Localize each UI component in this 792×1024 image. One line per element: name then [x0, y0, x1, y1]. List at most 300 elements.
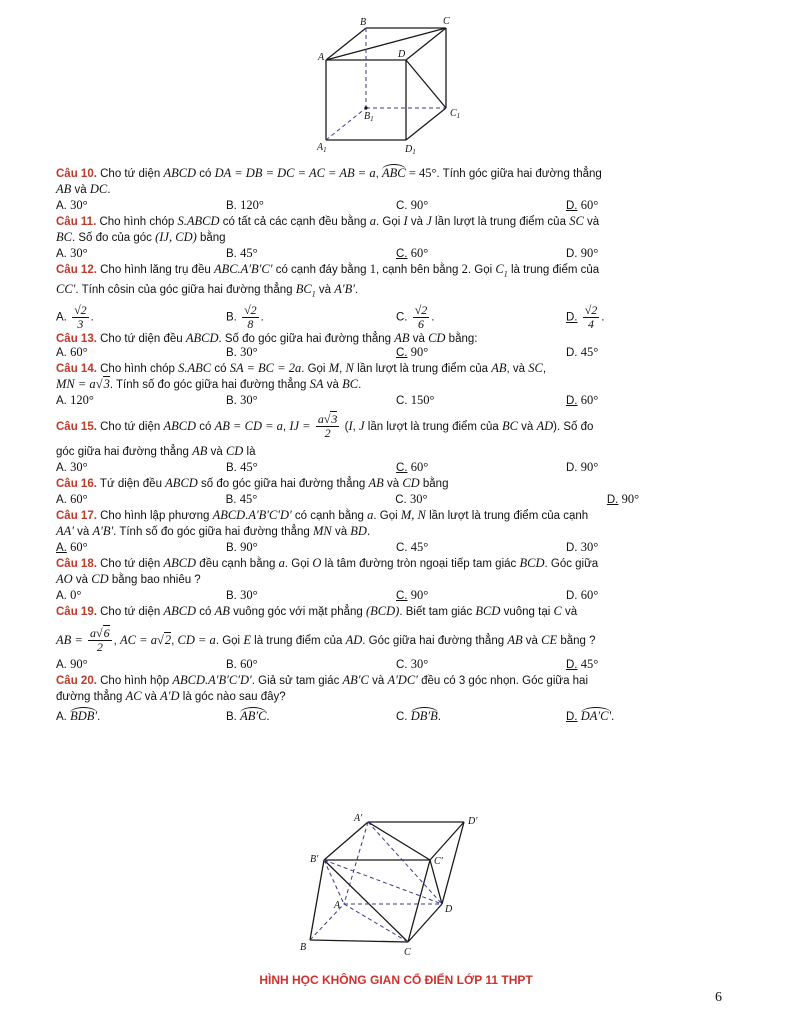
q10-abcd: ABCD [163, 166, 197, 180]
option-letter: A. [56, 311, 67, 324]
q15-ad: AD [536, 419, 554, 433]
option-letter: D. [566, 542, 578, 554]
fraction: $\frac{√2}{8}$ [244, 303, 257, 331]
option-letter: A. [56, 494, 67, 506]
q11-text: . Số đo của góc [71, 232, 152, 244]
q15-text: ( [344, 421, 349, 433]
question-13-number: Câu 13. [56, 333, 97, 345]
q12-base-edge: 1 [369, 262, 376, 276]
question-19 [56, 604, 736, 673]
q11-i: I [403, 214, 408, 228]
option-value: 30° [240, 393, 258, 407]
q13-option-d[interactable] [566, 345, 736, 361]
option-letter: A. [56, 659, 67, 671]
q11-sc: SC [569, 214, 584, 228]
q11-and: và [586, 216, 600, 228]
q15-fraction: $\frac{a√3}{2}$ [317, 412, 338, 441]
q14-sa: SA [309, 377, 324, 391]
option-value: 90° [410, 588, 429, 602]
q12-text: Cho hình lăng trụ đều [100, 264, 211, 276]
q16-cd: CD [402, 476, 420, 490]
label-c: C [443, 16, 450, 27]
question-15-number: Câu 15. [56, 421, 97, 433]
q11-option-a[interactable] [56, 246, 226, 262]
q16-option-c[interactable] [395, 492, 565, 508]
q15-text: là [246, 446, 256, 458]
q19-option-d[interactable] [566, 657, 736, 673]
q19-and: và [525, 635, 538, 647]
q19-ab-eq: AB = [56, 633, 83, 647]
q15-text: có [199, 421, 212, 433]
figure-cube [306, 12, 476, 158]
option-value: 60° [70, 492, 88, 506]
option-value: 30° [70, 198, 88, 212]
q11-option-b[interactable] [226, 246, 396, 262]
option-value: 45° [239, 492, 258, 506]
label-c1: $C_1$ [450, 108, 461, 120]
label-b: B [360, 17, 367, 28]
q14-comma: , [339, 363, 343, 375]
q17-mn: M, N [400, 508, 426, 522]
q11-text: có tất cả các cạnh đều bằng [222, 216, 367, 228]
q10-and: và [74, 184, 87, 196]
q14-text: , và [506, 363, 526, 375]
q20-triangle-2: A′DC′ [387, 673, 418, 687]
q15-text: ). Số đo [553, 421, 594, 433]
q17-mn-line: MN [312, 524, 332, 538]
q11-option-c[interactable] [396, 246, 566, 262]
q18-option-c[interactable] [396, 588, 566, 604]
q13-ab: AB [394, 331, 410, 345]
option-letter: A. [56, 248, 67, 260]
q20-and: và [144, 691, 157, 703]
option-value: 45° [240, 246, 258, 260]
question-20-number: Câu 20. [56, 675, 97, 687]
question-14-number: Câu 14. [56, 363, 97, 375]
q15-option-a[interactable] [56, 460, 226, 476]
q12-text: có cạnh đáy bằng [275, 264, 367, 276]
q10-dc: DC [89, 182, 108, 196]
q19-ad: AD [345, 633, 363, 647]
q14-text: Cho hình chóp [100, 363, 175, 375]
q13-option-b[interactable] [226, 345, 396, 361]
figure-parallelepiped [296, 812, 476, 960]
option-value: 120° [70, 393, 94, 407]
option-letter: B. [226, 659, 237, 671]
question-16-number: Câu 16. [56, 478, 97, 490]
parallelepiped-diagram [296, 812, 476, 960]
q10-option-b[interactable] [226, 198, 396, 214]
q11-bc: BC [56, 230, 72, 244]
option-value: BDB′ [70, 709, 98, 723]
q13-text: Cho tứ diện đều [100, 333, 183, 345]
question-13 [56, 331, 736, 361]
q15-and: và [521, 421, 534, 433]
label-b1: $B_1$ [364, 111, 374, 123]
q12-c1: $C_1$ [495, 262, 508, 279]
q15-option-b[interactable] [226, 460, 396, 476]
option-value: 60° [70, 540, 88, 554]
option-letter: D. [566, 200, 578, 212]
q11-a: a [369, 214, 377, 228]
option-value: 60° [410, 460, 429, 474]
q18-option-b[interactable] [226, 588, 396, 604]
option-value: 0° [70, 588, 82, 602]
q17-text: Cho hình lập phương [100, 510, 210, 522]
option-value: 30° [580, 540, 599, 554]
q20-and: và [372, 675, 385, 687]
q12-option-d[interactable]: D. $\frac{√2}{4}$ . [566, 303, 605, 331]
option-letter: D. [566, 347, 578, 359]
q14-mn: MN = a√3 [56, 377, 110, 391]
question-17 [56, 508, 736, 556]
option-value: 45° [410, 540, 429, 554]
q14-equation: SA = BC = 2a [229, 361, 302, 375]
q14-and: và [326, 379, 339, 391]
q19-options [56, 657, 736, 673]
q11-angle-pair: (IJ, CD) [155, 230, 197, 244]
q17-aa: AA' [56, 524, 74, 538]
q16-option-b[interactable] [226, 492, 396, 508]
label-a: A [318, 52, 325, 63]
q10-option-a[interactable] [56, 198, 226, 214]
q15-text: Cho tứ diện [100, 421, 161, 433]
q20-text: . Giả sử tam giác [251, 675, 340, 687]
q17-a: a [367, 508, 374, 522]
option-value: DB′B [410, 709, 438, 723]
option-letter: A. [56, 347, 67, 359]
question-18 [56, 556, 736, 604]
q15-text: góc giữa hai đường thẳng [56, 446, 189, 458]
q15-ij: IJ = [289, 419, 311, 433]
q14-text: có [214, 363, 227, 375]
q15-abcd: ABCD [163, 419, 197, 433]
q14-dot: . [358, 379, 362, 391]
q18-abcd: ABCD [163, 556, 197, 570]
q15-comma: , [282, 421, 287, 433]
q15-cd: CD [225, 444, 244, 458]
option-letter: D. [566, 395, 578, 407]
option-value: 90° [410, 198, 429, 212]
q13-abcd: ABCD [185, 331, 219, 345]
q12-text: . Tính côsin của góc giữa hai đường thẳng [75, 283, 293, 296]
option-value: 90° [240, 540, 258, 554]
q15-bc: BC [501, 419, 518, 433]
q19-text: . Gọi [215, 635, 241, 647]
q12-and: và [318, 283, 332, 296]
q16-options [56, 492, 736, 508]
q19-option-a[interactable] [56, 657, 226, 673]
option-value: 90° [580, 246, 599, 260]
q19-comma: , [113, 635, 117, 647]
q12-option-a[interactable]: A. $\frac{√2}{3}$ . [56, 303, 94, 331]
q18-bcd: BCD [519, 556, 545, 570]
q10-text: có [199, 168, 212, 180]
option-letter: B. [226, 542, 237, 554]
option-letter: A. [56, 542, 67, 554]
q19-c: C [553, 604, 562, 618]
q18-o: O [312, 556, 322, 570]
q19-comma: , [171, 635, 175, 647]
option-letter: C. [396, 395, 408, 407]
q18-and: và [75, 574, 89, 586]
q12-text: , cạnh bên bằng [375, 264, 459, 276]
q14-bc: BC [342, 377, 359, 391]
q14-text: . Gọi [301, 363, 326, 375]
q11-text: lần lượt là trung điểm của [435, 216, 566, 228]
q19-plane: (BCD) [366, 604, 400, 618]
q19-text: . Biết tam giác [399, 606, 473, 618]
q11-text: . Gọi [376, 216, 401, 228]
label-a1: $A_1$ [317, 142, 327, 154]
q15-option-d[interactable] [566, 460, 736, 476]
fraction: $\frac{√2}{4}$ [584, 303, 598, 331]
q10-angle: ABC [382, 166, 406, 180]
footer-title: HÌNH HỌC KHÔNG GIAN CỔ ĐIỂN LỚP 11 THPT [259, 973, 533, 987]
q12-dot: . [355, 283, 359, 296]
option-letter: C. [396, 659, 408, 671]
q16-ab: AB [368, 476, 384, 490]
q17-option-b[interactable] [226, 540, 396, 556]
q10-dot: . [107, 184, 111, 196]
q19-e: E [243, 633, 251, 647]
question-15 [56, 409, 736, 476]
option-letter: C. [396, 311, 408, 324]
q16-text: bằng [422, 478, 449, 490]
q18-a: a [278, 556, 285, 570]
q18-cd: CD [91, 572, 109, 586]
question-12 [56, 262, 736, 331]
q19-ab: AB [214, 604, 230, 618]
option-letter: C. [396, 347, 408, 359]
option-letter: D. [566, 462, 578, 474]
option-letter: B. [226, 200, 237, 212]
q17-option-a[interactable] [56, 540, 226, 556]
q20-option-b[interactable]: B. AB′C. [226, 709, 270, 723]
option-value: 150° [410, 393, 435, 407]
q16-text: số đo góc giữa hai đường thẳng [201, 478, 366, 490]
option-value: 45° [580, 657, 599, 671]
q14-m: M [328, 361, 340, 375]
option-value: 90° [580, 460, 599, 474]
q12-option-b[interactable]: B. $\frac{√2}{8}$ . [226, 303, 264, 331]
question-19-number: Câu 19. [56, 606, 97, 618]
q18-text: đều cạnh bằng [199, 558, 276, 570]
option-letter: A. [56, 200, 67, 212]
q15-comma: , [352, 421, 356, 433]
q12-ab: A′B′ [334, 281, 356, 296]
q10-text: Cho tứ diện [100, 168, 161, 180]
q17-option-c[interactable] [396, 540, 566, 556]
option-value: 90° [621, 492, 640, 506]
q19-text: có [199, 606, 212, 618]
q15-i: I [348, 419, 353, 433]
label-d: D [445, 904, 453, 915]
label-b: B [300, 942, 307, 953]
q12-bc1: $BC_1$ [295, 281, 316, 298]
option-value: AB′C [240, 709, 267, 723]
q20-text: đường thẳng [56, 691, 123, 703]
q15-option-c[interactable] [396, 460, 566, 476]
option-value: 45° [580, 345, 599, 359]
q13-option-a[interactable] [56, 345, 226, 361]
cube-diagram [306, 12, 476, 158]
q17-ab: A'B' [92, 524, 114, 538]
q16-and: và [386, 478, 400, 490]
q12-text: là trung điểm của [510, 264, 600, 276]
option-value: 60° [240, 657, 258, 671]
option-letter: C. [396, 248, 408, 260]
q14-text: . Tính số đo góc giữa hai đường thẳng [109, 379, 307, 391]
question-10 [56, 164, 736, 214]
q18-option-a[interactable] [56, 588, 226, 604]
q19-option-b[interactable] [226, 657, 396, 673]
q15-ab: AB [192, 444, 208, 458]
q12-cc: CC′ [56, 281, 76, 296]
q19-and: và [565, 606, 578, 618]
q18-options [56, 588, 736, 604]
q16-abcd: ABCD [165, 476, 198, 490]
option-letter: C. [396, 711, 408, 723]
q10-ab: AB [56, 182, 72, 196]
option-value: 30° [410, 657, 429, 671]
option-letter: A. [56, 462, 67, 474]
q18-text: bằng bao nhiêu ? [111, 574, 201, 586]
q13-options [56, 347, 736, 361]
q17-cube: ABCD.A'B'C'D' [212, 508, 292, 522]
label-b-prime: B′ [310, 854, 319, 865]
q20-text: là góc nào sau đây? [182, 691, 286, 703]
option-letter: D. [566, 248, 578, 260]
q15-equation: AB = CD = a [214, 419, 283, 433]
option-letter: B. [225, 494, 237, 506]
q10-comma: , [375, 168, 379, 180]
question-10-number: Câu 10. [56, 168, 97, 180]
option-letter: B. [226, 347, 237, 359]
q10-options [56, 198, 736, 214]
q20-ad: A′D [160, 689, 180, 703]
option-letter: D. [566, 711, 578, 723]
q14-option-d[interactable] [566, 393, 736, 409]
q14-ab: AB [491, 361, 507, 375]
q13-text: bằng: [448, 333, 478, 345]
q20-option-c[interactable]: C. DB′B. [396, 709, 441, 723]
q19-option-c[interactable] [396, 657, 566, 673]
option-letter: C. [396, 590, 408, 602]
label-a: A [334, 900, 341, 911]
q18-text: . Góc giữa [544, 558, 599, 570]
q12-option-c[interactable]: C. $\frac{√2}{6}$ . [396, 303, 435, 331]
option-letter: D. [606, 494, 619, 506]
q20-option-a[interactable]: A. BDB′. [56, 709, 101, 723]
q14-pyramid: S.ABC [178, 361, 212, 375]
question-11 [56, 214, 736, 262]
option-letter: C. [396, 200, 408, 212]
q15-text: lần lượt là trung điểm của [367, 421, 499, 433]
q15-options [56, 460, 736, 476]
q13-option-c[interactable] [396, 345, 566, 361]
q10-option-d[interactable] [566, 198, 736, 214]
q10-option-c[interactable] [396, 198, 566, 214]
q20-box: ABCD.A′B′C′D′ [172, 673, 252, 687]
option-letter: B. [226, 311, 237, 324]
label-c: C [404, 947, 411, 958]
q20-triangle-1: AB′C [342, 673, 369, 687]
option-value: 90° [70, 657, 88, 671]
q19-fraction: $\frac{a√6}{2}$ [90, 626, 110, 655]
q17-and: và [77, 526, 90, 538]
q20-option-d[interactable]: D. DA′C′. [566, 709, 615, 723]
q18-text: là tâm đường tròn ngoại tiếp tam giác [324, 558, 517, 570]
option-letter: B. [226, 395, 237, 407]
q14-options [56, 393, 736, 409]
label-c-prime: C′ [434, 856, 443, 867]
q18-option-d[interactable] [566, 588, 736, 604]
option-value: DA′C′ [580, 709, 612, 723]
q11-text: Cho hình chóp [99, 216, 175, 228]
option-value: 60° [410, 246, 429, 260]
option-letter: A. [56, 395, 67, 407]
option-value: 30° [409, 492, 428, 506]
question-14 [56, 361, 736, 409]
option-letter: C. [396, 542, 408, 554]
q16-text: Tứ diện đều [99, 478, 162, 490]
option-letter: A. [56, 590, 67, 602]
q14-n: N [345, 361, 354, 375]
q11-text: bằng [199, 232, 226, 244]
label-d-prime: D′ [468, 816, 478, 827]
q14-option-a[interactable] [56, 393, 226, 409]
option-value: 30° [240, 345, 258, 359]
q13-cd: CD [428, 331, 446, 345]
q11-j: J [426, 214, 432, 228]
option-value: 60° [70, 345, 88, 359]
q20-ac: AC [125, 689, 142, 703]
q18-ao: AO [56, 572, 73, 586]
q16-option-d[interactable] [565, 492, 736, 508]
q19-text: . Góc giữa hai đường thẳng [362, 635, 505, 647]
option-value: 120° [240, 198, 264, 212]
q12-options [56, 301, 736, 331]
q10-text: . Tính góc giữa hai đường thẳng [436, 168, 602, 180]
q17-option-d[interactable] [566, 540, 736, 556]
label-d1: $D_1$ [405, 144, 416, 156]
q14-option-b[interactable] [226, 393, 396, 409]
label-a-prime: A′ [354, 813, 363, 824]
q10-angle-value: = 45° [408, 166, 437, 180]
q19-text: bằng ? [560, 635, 596, 647]
page-number: 6 [715, 990, 722, 1005]
q17-and: và [334, 526, 348, 538]
q20-text: Cho hình hộp [100, 675, 170, 687]
q19-cd-eq: CD = a [177, 633, 216, 647]
option-letter: B. [226, 462, 237, 474]
fraction: $\frac{√2}{6}$ [414, 303, 428, 331]
q19-text: Cho tứ diện [100, 606, 161, 618]
q18-text: Cho tứ diện [100, 558, 161, 570]
question-12-number: Câu 12. [56, 264, 97, 276]
q17-text: . Tính số đo góc giữa hai đường thẳng [113, 526, 310, 538]
q15-and: và [210, 446, 223, 458]
q11-option-d[interactable] [566, 246, 736, 262]
q14-option-c[interactable] [396, 393, 566, 409]
q14-comma: , [542, 363, 547, 375]
q19-ce: CE [541, 633, 558, 647]
q11-options [56, 246, 736, 262]
option-value: 30° [240, 588, 258, 602]
q19-bcd: BCD [475, 604, 501, 618]
q16-option-a[interactable] [56, 492, 226, 508]
